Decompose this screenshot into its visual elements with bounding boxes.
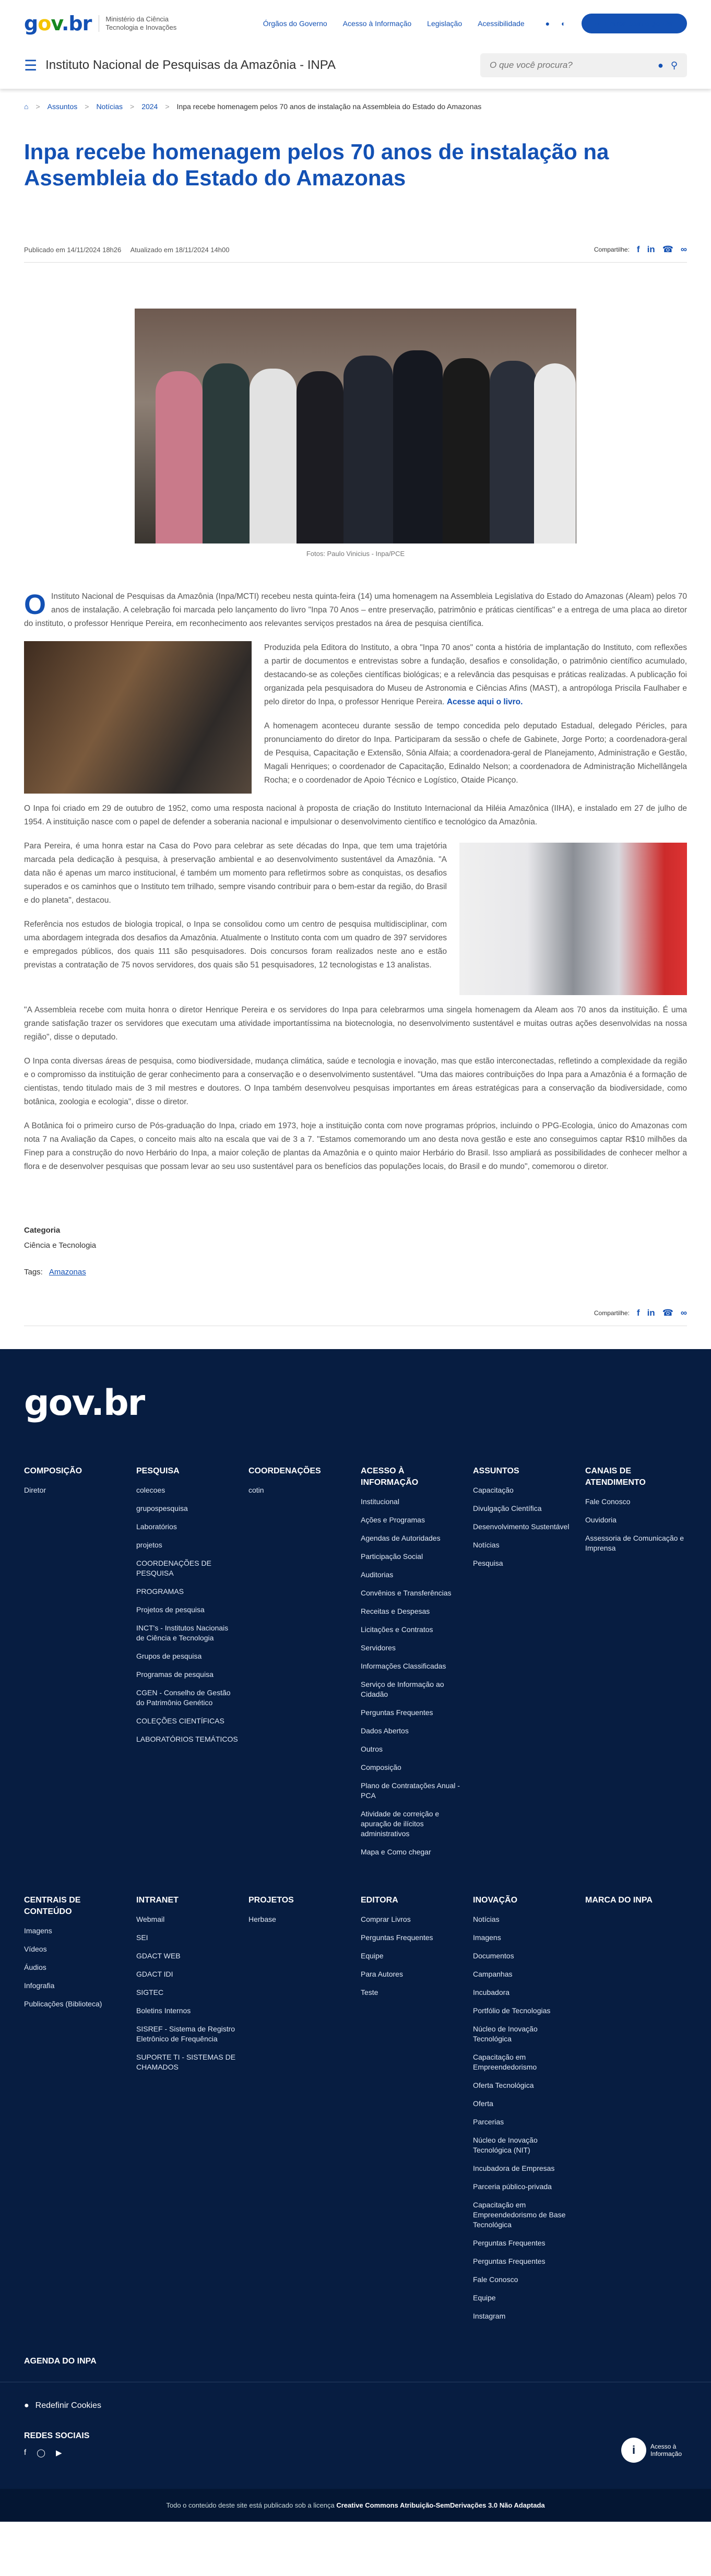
footer-link[interactable]: CGEN - Conselho de Gestão do Patrimônio Genético: [136, 1688, 231, 1707]
info-icon: i: [621, 2438, 646, 2463]
footer-column: [361, 1466, 463, 1865]
linkedin-icon[interactable]: in: [647, 244, 655, 254]
linkedin-icon[interactable]: in: [647, 1308, 655, 1318]
paragraph-text: Produzida pela Editora do Instituto, a obra "Inpa 70 anos" conta a história de implantação do Instituto, com reflexões a partir de documentos e entrevistas sobre a fundação, desafios e consolidação, o patrimônio científico acumulado, destacando-se as coleções científicas biológicas; e a relevância das pesquisas e práticas realizadas. A publicação foi organizada pela pesquisadora do Museu de Astronomia e Ciências Afins (MAST), a antropóloga Priscila Faulhaber e pelo diretor do Inpa, o professor Henrique Pereira.: [264, 643, 687, 706]
paragraph: A Botânica foi o primeiro curso de Pós-graduação do Inpa, criado em 1973, hoje a instituição conta com nove programas próprios, incluindo o PPG-Ecologia, único do Amazonas com nota 7 na Avaliação da Capes, o conceito mais alto na escala que vai de 3 a 7. "Estamos comemorando um ano desta nova gestão e este ano conseguimos captar R$10 milhões da Finep para a construção do novo Herbário do Inpa, a maior coleção de plantas da Amazônia e o quinto maior Herbário do Brasil. Isso ampliará as possibilidades de conhecer melhor a flora e de desenvolver pesquisas que possam levar ao seu uso sustentável para os benefícios das populações locais, do Brasil e do mundo", comemorou o diretor.: [24, 1121, 687, 1171]
footer-link[interactable]: Incubadora: [473, 1988, 510, 1996]
breadcrumb-noticias[interactable]: Notícias: [96, 102, 123, 111]
footer-column-heading[interactable]: MARCA DO INPA: [585, 1896, 653, 1905]
footer-column-heading[interactable]: CANAIS DE ATENDIMENTO: [585, 1467, 646, 1487]
footer-link[interactable]: Grupos de pesquisa: [136, 1652, 202, 1660]
footer-column: [361, 1895, 463, 2330]
footer-columns-2: [24, 1895, 687, 2330]
footer-column-heading[interactable]: COMPOSIÇÃO: [24, 1467, 82, 1475]
footer-link[interactable]: Teste: [361, 1988, 378, 1996]
footer-link[interactable]: Dados Abertos: [361, 1727, 409, 1735]
footer-link[interactable]: SUPORTE TI - SISTEMAS DE CHAMADOS: [136, 2053, 236, 2071]
share-label: Compartilhe:: [594, 1309, 630, 1317]
link-legislacao[interactable]: Legislação: [427, 19, 463, 28]
published-date: Publicado em 14/11/2024 18h26: [24, 245, 122, 254]
photo-person: [250, 369, 297, 543]
footer-link[interactable]: Para Autores: [361, 1970, 403, 1978]
footer-link[interactable]: Perguntas Frequentes: [361, 1708, 433, 1717]
header-shadow: [0, 84, 711, 89]
footer-column: [473, 1466, 575, 1865]
link-acessibilidade[interactable]: Acessibilidade: [478, 19, 525, 28]
drop-cap: O: [24, 589, 46, 620]
login-label: Entrar com o gov.br: [605, 19, 673, 28]
footer-link[interactable]: Áudios: [24, 1963, 46, 1971]
footer-column: [248, 1895, 350, 2330]
access-label: Acesso à Informação: [650, 2443, 682, 2457]
footer-link[interactable]: Pesquisa: [473, 1559, 503, 1567]
youtube-icon[interactable]: ▶: [55, 2449, 62, 2457]
footer-link[interactable]: Núcleo de Inovação Tecnológica (NIT): [473, 2136, 538, 2154]
footer-column-heading[interactable]: CENTRAIS DE CONTEÚDO: [24, 1896, 81, 1916]
home-icon[interactable]: ⌂: [24, 102, 29, 111]
paragraph: "A Assembleia recebe com muita honra o diretor Henrique Pereira e os servidores do Inpa para celebrarmos uma singela homenagem da Aleam aos 70 anos da instituição. É uma grande satisfação trazer os servidores que executam uma atividade importantíssima na biotecnologia, no desenvolvimento sustentável e muitas outras ações desenvolvidas na nossa região", disse o deputado.: [24, 1006, 687, 1042]
footer-link[interactable]: SISREF - Sistema de Registro Eletrônico de Frequência: [136, 2025, 235, 2043]
paragraph: Para Pereira, é uma honra estar na Casa do Povo para celebrar as sete décadas do Inpa, que tem uma trajetória marcada pela dedicação à pesquisa, à preservação ambiental e ao desenvolvimento sustentável da Amazônia. "A data não é apenas um marco institucional, é também um momento para refletirmos sobre as conquistas, os desafios superados e os caminhos que o Instituto tem trilhado, sempre visando contribuir para o bem-estar da região, do Brasil e do planeta", destacou.: [24, 842, 447, 905]
footer-link[interactable]: Atividade de correição e apuração de ilícitos administrativos: [361, 1810, 440, 1838]
footer-link[interactable]: Participação Social: [361, 1552, 423, 1561]
paragraph: A homenagem aconteceu durante sessão de tempo concedida pelo deputado Estadual, delegado Péricles, para pronunciamento do diretor do Inpa. Participaram da sessão o chefe de Gabinete, Jorge Porto; a coordenadora-geral de Pesquisa, Capacitação e Extensão, Sônia Alfaia; a coordenadora-geral de Planejamento, Administração e Gestão, Magali Henriques; o coordenador de Capacitação, Edinaldo Nelson; a coordenadora de Administração Michellângela Rocha; e o coordenador de Apoio Técnico e Logístico, Otaide Picanço.: [264, 722, 687, 785]
footer-link[interactable]: Diretor: [24, 1486, 46, 1494]
page-title: Inpa recebe homenagem pelos 70 anos de instalação na Assembleia do Estado do Amazonas: [24, 139, 609, 190]
license-link[interactable]: Creative Commons Atribuição-SemDerivações 3.0 Não Adaptada: [336, 2501, 545, 2509]
footer-link[interactable]: Boletins Internos: [136, 2006, 191, 2015]
facebook-icon[interactable]: f: [636, 244, 640, 254]
redefine-cookies[interactable]: [24, 2401, 687, 2410]
footer-link[interactable]: GDACT IDI: [136, 1970, 173, 1978]
breadcrumb-separator: >: [35, 102, 40, 111]
footer-link[interactable]: Auditorias: [361, 1570, 394, 1579]
footer-link[interactable]: Desenvolvimento Sustentável: [473, 1522, 570, 1531]
search-icon[interactable]: ⚲: [670, 60, 678, 70]
social-title: REDES SOCIAIS: [24, 2431, 90, 2440]
divider: [24, 262, 687, 263]
footer-link[interactable]: COLEÇÕES CIENTÍFICAS: [136, 1717, 224, 1725]
share-bar: [594, 244, 687, 255]
footer-column-heading[interactable]: PROJETOS: [248, 1896, 294, 1905]
footer-link[interactable]: Perguntas Frequentes: [473, 2239, 546, 2247]
footer-column: [24, 1466, 126, 1865]
footer-link[interactable]: Perguntas Frequentes: [473, 2257, 546, 2265]
footer-link[interactable]: Infografia: [24, 1981, 55, 1990]
link-icon[interactable]: ∞: [680, 1308, 687, 1318]
speech-photo: [459, 843, 687, 995]
footer-columns: [24, 1466, 687, 1865]
footer-link[interactable]: Núcleo de Inovação Tecnológica: [473, 2025, 538, 2043]
footer-link[interactable]: Fale Conosco: [473, 2275, 518, 2284]
license-prefix: Todo o conteúdo deste site está publicado sob a licença: [166, 2501, 335, 2509]
footer-link[interactable]: Laboratórios: [136, 1522, 177, 1531]
footer-link[interactable]: Receitas e Despesas: [361, 1607, 430, 1615]
footer-link[interactable]: Portfólio de Tecnologias: [473, 2006, 551, 2015]
share-bar-bottom: [24, 1308, 687, 1318]
govbr-logo[interactable]: [24, 12, 198, 35]
footer-link[interactable]: projetos: [136, 1541, 162, 1549]
top-bar: [24, 0, 687, 47]
microphone-icon[interactable]: ●: [657, 60, 663, 70]
footer-link[interactable]: Licitações e Contratos: [361, 1625, 433, 1634]
footer-link[interactable]: Capacitação em Empreendedorismo: [473, 2053, 537, 2071]
footer-link[interactable]: Ações e Programas: [361, 1516, 425, 1524]
footer-link[interactable]: Herbase: [248, 1915, 276, 1923]
whatsapp-icon[interactable]: ☎: [662, 1308, 673, 1318]
footer-link[interactable]: SEI: [136, 1933, 148, 1942]
footer-link[interactable]: Publicações (Biblioteca): [24, 2000, 102, 2008]
footer-link[interactable]: Servidores: [361, 1644, 396, 1652]
footer-link[interactable]: COORDENAÇÕES DE PESQUISA: [136, 1559, 211, 1577]
photo-person: [297, 371, 343, 543]
search-box: [480, 53, 687, 77]
footer-column: [24, 1895, 126, 2330]
instagram-icon[interactable]: ◯: [37, 2449, 45, 2457]
cookies-label: Redefinir Cookies: [35, 2401, 101, 2410]
photo-person: [443, 358, 490, 543]
footer-link[interactable]: Incubadora de Empresas: [473, 2164, 555, 2172]
cookie-icon: ●: [24, 2401, 29, 2410]
footer-link[interactable]: Equipe: [361, 1952, 384, 1960]
facebook-icon[interactable]: f: [636, 1308, 640, 1318]
breadcrumb: [24, 102, 687, 111]
footer-column: [248, 1466, 350, 1865]
photo-caption: Fotos: Paulo Vinicius - Inpa/PCE: [306, 550, 405, 558]
footer-link[interactable]: Institucional: [361, 1497, 399, 1506]
updated-date: Atualizado em 18/11/2024 14h00: [130, 245, 230, 254]
facebook-icon[interactable]: f: [24, 2448, 27, 2457]
footer-link[interactable]: Outros: [361, 1745, 383, 1753]
category-block: [24, 1226, 687, 1277]
tag-link[interactable]: Amazonas: [49, 1268, 86, 1277]
article-body: [24, 590, 687, 1174]
footer-link[interactable]: Vídeos: [24, 1945, 47, 1953]
paragraph: O Inpa foi criado em 29 de outubro de 1952, como uma resposta nacional à proposta de criação do Instituto Internacional da Hiléia Amazônica (IIHA), e instalado em 27 de julho de 1954. A instituição nasce com o papel de defender a soberania nacional e impulsionar o desenvolvimento científico e tecnológico da Amazônia.: [24, 804, 687, 826]
footer-link[interactable]: Programas de pesquisa: [136, 1670, 214, 1679]
footer-link[interactable]: Convênios e Transferências: [361, 1589, 452, 1597]
category-label: Categoria: [24, 1226, 61, 1235]
title-bar: [24, 47, 687, 84]
social-icons: [24, 2448, 687, 2457]
footer-link[interactable]: Plano de Contratações Anual - PCA: [361, 1781, 460, 1800]
footer-link[interactable]: Assessoria de Comunicação e Imprensa: [585, 1534, 684, 1552]
footer-link[interactable]: cotin: [248, 1486, 264, 1494]
paragraph: [24, 590, 687, 631]
share-label: Compartilhe:: [594, 246, 630, 253]
footer-column: [473, 1895, 575, 2330]
footer-link[interactable]: Capacitação em Empreendedorismo de Base Tecnológica: [473, 2201, 566, 2229]
footer-link[interactable]: Oferta Tecnológica: [473, 2081, 534, 2089]
footer-link[interactable]: Projetos de pesquisa: [136, 1605, 205, 1614]
govbr-logo-text[interactable]: gov.br: [24, 12, 92, 35]
footer-column: [585, 1895, 687, 2330]
breadcrumb-current: Inpa recebe homenagem pelos 70 anos de instalação na Assembleia do Estado do Amazonas: [176, 102, 482, 111]
photo-person: [393, 350, 443, 543]
footer-column-heading[interactable]: PESQUISA: [136, 1467, 180, 1475]
footer-link[interactable]: LABORATÓRIOS TEMÁTICOS: [136, 1735, 238, 1743]
footer-link[interactable]: Capacitação: [473, 1486, 514, 1494]
footer-link[interactable]: Instagram: [473, 2312, 506, 2320]
footer: [0, 1349, 711, 2522]
breadcrumb-separator: >: [130, 102, 135, 111]
footer-column: [136, 1466, 238, 1865]
footer-link[interactable]: Webmail: [136, 1915, 165, 1923]
footer-column: [585, 1466, 687, 1865]
footer-link[interactable]: INCT's - Institutos Nacionais de Ciência e Tecnologia: [136, 1624, 229, 1642]
footer-link[interactable]: Parceria público-privada: [473, 2182, 552, 2191]
access-info-badge[interactable]: [621, 2438, 687, 2463]
user-icon: ●: [595, 19, 600, 28]
footer-column-heading[interactable]: ASSUNTOS: [473, 1467, 519, 1475]
footer-link[interactable]: Imagens: [24, 1927, 52, 1935]
footer-link[interactable]: Informações Classificadas: [361, 1662, 446, 1670]
cookie-icon[interactable]: ●: [545, 19, 550, 28]
site-title[interactable]: Instituto Nacional de Pesquisas da Amazônia - INPA: [45, 58, 336, 72]
link-icon[interactable]: ∞: [680, 244, 687, 254]
footer-link[interactable]: Oferta: [473, 2099, 493, 2108]
tags-block: [24, 1268, 687, 1277]
ministry-name: Ministério da Ciência Tecnologia e Inovações: [99, 15, 198, 32]
footer-link[interactable]: Parcerias: [473, 2118, 504, 2126]
breadcrumb-assuntos[interactable]: Assuntos: [47, 102, 78, 111]
footer-link[interactable]: Perguntas Frequentes: [361, 1933, 433, 1942]
link-acesso-informacao[interactable]: Acesso à Informação: [342, 19, 412, 28]
footer-link[interactable]: colecoes: [136, 1486, 165, 1494]
paragraph: O Inpa conta diversas áreas de pesquisa, como biodiversidade, mudança climática, saúde e tecnologia e inovação, mas que estão interconectadas, refletindo a complexidade da região e o compromisso da instituição de gerar conhecimento para a conservação e o desenvolvimento sustentável. "Uma das maiores contribuições do Inpa para a Amazônia é a formação de cientistas, tendo titulado mais de 3 mil mestres e doutores. O Inpa também desenvolveu pesquisas importantes em áreas estratégicas para a conservação da biodiversidade, como botânica, zoologia e ecologia", disse o diretor.: [24, 1057, 687, 1106]
footer-link[interactable]: PROGRAMAS: [136, 1587, 184, 1596]
footer-agenda[interactable]: AGENDA DO INPA: [24, 2357, 97, 2366]
license-bar: [0, 2489, 711, 2522]
footer-link[interactable]: Campanhas: [473, 1970, 513, 1978]
footer-column-heading[interactable]: INOVAÇÃO: [473, 1896, 518, 1905]
whatsapp-icon[interactable]: ☎: [662, 244, 673, 254]
book-launch-photo: [24, 641, 252, 794]
footer-link[interactable]: Documentos: [473, 1952, 514, 1960]
footer-link[interactable]: Notícias: [473, 1915, 500, 1923]
main-photo: [135, 309, 576, 543]
footer-link[interactable]: GDACT WEB: [136, 1952, 181, 1960]
footer-link[interactable]: Comprar Livros: [361, 1915, 411, 1923]
tags-label: Tags:: [24, 1268, 43, 1277]
breadcrumb-2024[interactable]: 2024: [141, 102, 158, 111]
photo-person: [203, 363, 250, 543]
footer-column: [136, 1895, 238, 2330]
footer-link[interactable]: grupospesquisa: [136, 1504, 188, 1512]
breadcrumb-separator: >: [165, 102, 170, 111]
photo-person: [343, 356, 393, 543]
footer-link[interactable]: Ouvidoria: [585, 1516, 617, 1524]
footer-logo[interactable]: gov.br: [24, 1382, 145, 1424]
footer-link[interactable]: Composição: [361, 1763, 401, 1771]
footer-link[interactable]: Agendas de Autoridades: [361, 1534, 441, 1542]
article-meta: [24, 244, 687, 255]
footer-column-heading[interactable]: EDITORA: [361, 1896, 398, 1905]
footer-link[interactable]: Serviço de Informação ao Cidadão: [361, 1680, 444, 1698]
top-links: [263, 14, 687, 33]
photo-person: [490, 361, 537, 543]
footer-column-heading[interactable]: COORDENAÇÕES: [248, 1467, 321, 1475]
footer-column-heading[interactable]: ACESSO À INFORMAÇÃO: [361, 1467, 419, 1487]
link-orgaos[interactable]: Órgãos do Governo: [263, 19, 327, 28]
category-value[interactable]: Ciência e Tecnologia: [24, 1241, 97, 1250]
login-button[interactable]: [582, 14, 687, 33]
book-link[interactable]: Acesse aqui o livro.: [446, 698, 523, 706]
contrast-icon[interactable]: ◐: [561, 19, 566, 28]
search-input[interactable]: [490, 60, 646, 70]
footer-link[interactable]: SIGTEC: [136, 1988, 164, 1996]
footer-link[interactable]: Mapa e Como chegar: [361, 1848, 431, 1856]
footer-link[interactable]: Notícias: [473, 1541, 500, 1549]
footer-link[interactable]: Equipe: [473, 2294, 496, 2302]
paragraph: Referência nos estudos de biologia tropical, o Inpa se consolidou como um centro de pesquisa multidisciplinar, com uma abordagem integrada dos desafios da Amazônia. Atualmente o Instituto conta com um quadro de 397 servidores e empregados públicos, dos quais 111 são pesquisadores. Dois concursos foram realizados neste ano e estão previstas a contratação de 75 novos servidores, dos quais são 51 pesquisadores, 12 tecnologistas e 13 analistas.: [24, 920, 447, 970]
footer-link[interactable]: Divulgação Científica: [473, 1504, 542, 1512]
footer-link[interactable]: Imagens: [473, 1933, 501, 1942]
footer-link[interactable]: Fale Conosco: [585, 1497, 631, 1506]
footer-column-heading[interactable]: INTRANET: [136, 1896, 179, 1905]
menu-icon[interactable]: ☰: [24, 57, 38, 74]
photo-person: [534, 363, 576, 543]
breadcrumb-separator: >: [85, 102, 89, 111]
photo-person: [156, 371, 203, 543]
paragraph-text: Instituto Nacional de Pesquisas da Amazônia (Inpa/MCTI) recebeu nesta quinta-feira (14) uma homenagem na Assembleia Legislativa do Estado do Amazonas (Aleam) pelos 70 anos de instalação. A celebração foi marcada pelo lançamento do livro "Inpa 70 Anos – entre preservação, patrimônio e práticas científicas" e a entrega de uma placa ao diretor do instituto, o professor Henrique Pereira, em reconhecimento aos relevantes serviços prestados na área de pesquisa científica.: [24, 592, 687, 628]
